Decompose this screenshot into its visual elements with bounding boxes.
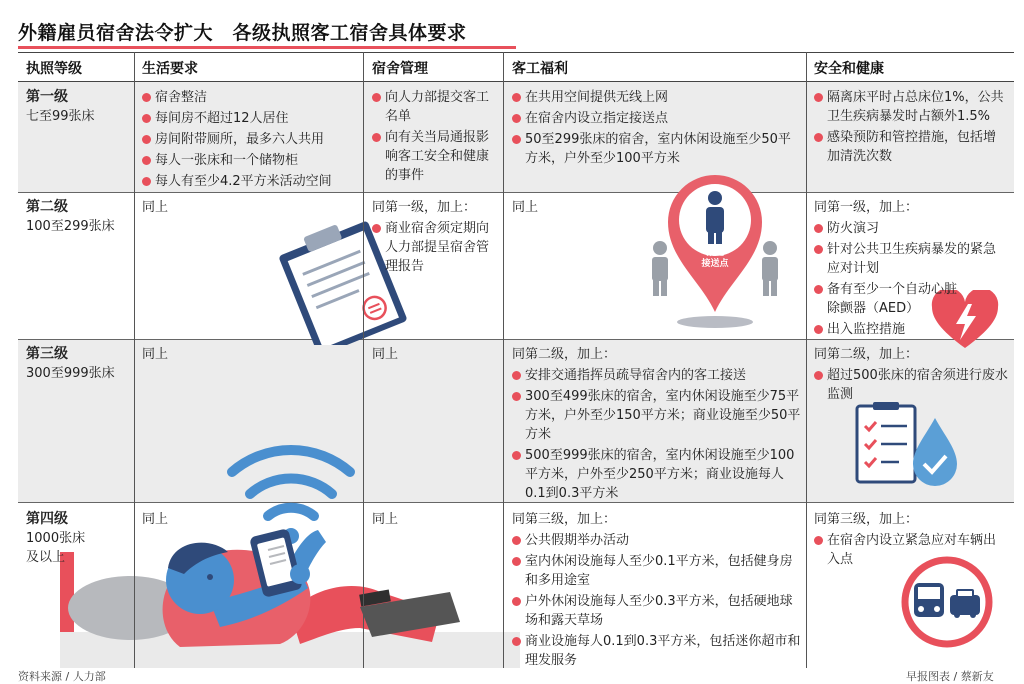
list-item: 防火演习 xyxy=(814,219,1008,238)
title-bar xyxy=(18,14,467,48)
list-item: 房间附带厕所，最多六人共用 xyxy=(142,130,362,149)
same-as-above: 同上 xyxy=(142,512,169,527)
list-item: 每人有至少4.2平方米活动空间 xyxy=(142,172,362,191)
list-item: 公共假期举办活动 xyxy=(512,531,802,550)
list-item: 500至999张床的宿舍，室内休闲设施至少100平方米，户外至少250平方米；商业设施每人0.1到0.3平方米 xyxy=(512,446,802,503)
level-range: 七至99张床 xyxy=(26,109,95,124)
list-item: 户外休闲设施每人至少0.3平方米，包括硬地球场和露天草场 xyxy=(512,592,802,630)
row3-welfare-cell xyxy=(512,345,802,505)
list-item: 50至299张床的宿舍，室内休闲设施至少50平方米，户外至少100平方米 xyxy=(512,130,802,168)
list-item: 商业宿舍须定期向人力部提呈宿舍管理报告 xyxy=(372,219,500,276)
list-item: 每人一张床和一个储物柜 xyxy=(142,151,362,170)
source-credit: 资料来源 / 人力部 xyxy=(18,670,106,683)
level-name: 第三级 xyxy=(26,346,68,362)
row3-level-cell xyxy=(26,345,131,383)
page-title: 外籍雇员宿舍法令扩大 各级执照客工宿舍具体要求 xyxy=(18,21,467,44)
same-as-above: 同上 xyxy=(512,200,539,215)
list-item: 在宿舍内设立指定接送点 xyxy=(512,109,802,128)
column-rule xyxy=(134,52,135,668)
same-as-level-note: 同第一级，加上： xyxy=(372,200,477,215)
list-item: 备有至少一个自动心脏除颤器（AED） xyxy=(814,280,1008,318)
list-item: 宿舍整洁 xyxy=(142,88,362,107)
list-item: 每间房不超过12人居住 xyxy=(142,109,362,128)
header-top-rule xyxy=(18,52,1014,53)
row2-living-cell xyxy=(142,198,362,219)
row2-safety-cell xyxy=(814,198,1008,341)
same-as-above: 同上 xyxy=(372,512,399,527)
row4-welfare-cell xyxy=(512,510,802,672)
wastewater-checklist-icon xyxy=(855,402,965,494)
row2-welfare-cell xyxy=(512,198,802,219)
same-as-level-note: 同第三级，加上： xyxy=(814,512,919,527)
level-range-line1: 1000张床 xyxy=(26,531,86,546)
pin-label-line1: 指定 xyxy=(705,248,725,258)
list-item: 向有关当局通报影响客工安全和健康的事件 xyxy=(372,128,500,185)
header-welfare: 客工福利 xyxy=(512,61,568,77)
list-item: 在宿舍内设立紧急应对车辆出入点 xyxy=(814,531,1008,569)
level-name: 第二级 xyxy=(26,199,68,215)
same-as-level-note: 同第二级，加上： xyxy=(814,347,919,362)
list-item: 感染预防和管控措施，包括增加清洗次数 xyxy=(814,128,1008,166)
level-name: 第四级 xyxy=(26,511,68,527)
row3-management-cell xyxy=(372,345,500,366)
row2-management-cell xyxy=(372,198,500,278)
header-living: 生活要求 xyxy=(142,61,198,77)
graphic-credit: 早报图表 / 蔡新友 xyxy=(906,670,994,683)
row4-living-cell xyxy=(142,510,362,531)
same-as-level-note: 同第二级，加上： xyxy=(512,347,617,362)
list-item: 商业设施每人0.1到0.3平方米，包括迷你超市和理发服务 xyxy=(512,632,802,670)
list-item: 超过500张床的宿舍须进行废水监测 xyxy=(814,366,1008,404)
row1-living-cell xyxy=(142,88,362,193)
list-item: 安排交通指挥员疏导宿舍内的客工接送 xyxy=(512,366,802,385)
row3-living-cell xyxy=(142,345,362,366)
column-rule xyxy=(503,52,504,668)
header-safety: 安全和健康 xyxy=(814,61,884,77)
level-name: 第一级 xyxy=(26,89,68,105)
list-item: 隔离床平时占总床位1%，公共卫生疾病暴发时占额外1.5% xyxy=(814,88,1008,126)
same-as-above: 同上 xyxy=(372,347,399,362)
list-item: 针对公共卫生疾病暴发的紧急应对计划 xyxy=(814,240,1008,278)
list-item: 在共用空间提供无线上网 xyxy=(512,88,802,107)
list-item: 向人力部提交客工名单 xyxy=(372,88,500,126)
level-range: 300至999张床 xyxy=(26,366,115,381)
same-as-level-note: 同第三级，加上： xyxy=(512,512,617,527)
same-as-above: 同上 xyxy=(142,347,169,362)
header-management: 宿舍管理 xyxy=(372,61,428,77)
row1-level-cell xyxy=(26,88,131,126)
pin-label-line2: 接送点 xyxy=(701,259,729,269)
level-range-line2: 及以上 xyxy=(26,550,66,565)
row2-level-cell xyxy=(26,198,131,236)
row4-management-cell xyxy=(372,510,500,531)
row4-safety-cell xyxy=(814,510,1008,571)
column-rule xyxy=(806,52,807,668)
same-as-above: 同上 xyxy=(142,200,169,215)
header-level: 执照等级 xyxy=(26,61,82,77)
row3-safety-cell xyxy=(814,345,1008,406)
list-item: 出入监控措施 xyxy=(814,320,1008,339)
same-as-level-note: 同第一级，加上： xyxy=(814,200,919,215)
title-underline xyxy=(18,46,516,49)
list-item: 室内休闲设施每人至少0.1平方米，包括健身房和多用途室 xyxy=(512,552,802,590)
pickup-point-icon xyxy=(640,162,790,332)
row1-safety-cell xyxy=(814,88,1008,168)
column-rule xyxy=(363,52,364,668)
level-range: 100至299张床 xyxy=(26,219,115,234)
list-item: 300至499张床的宿舍，室内休闲设施至少75平方米，户外至少150平方米；商业设施至少50平方米 xyxy=(512,387,802,444)
row1-welfare-cell xyxy=(512,88,802,170)
row1-management-cell xyxy=(372,88,500,187)
row4-level-cell xyxy=(26,510,131,567)
